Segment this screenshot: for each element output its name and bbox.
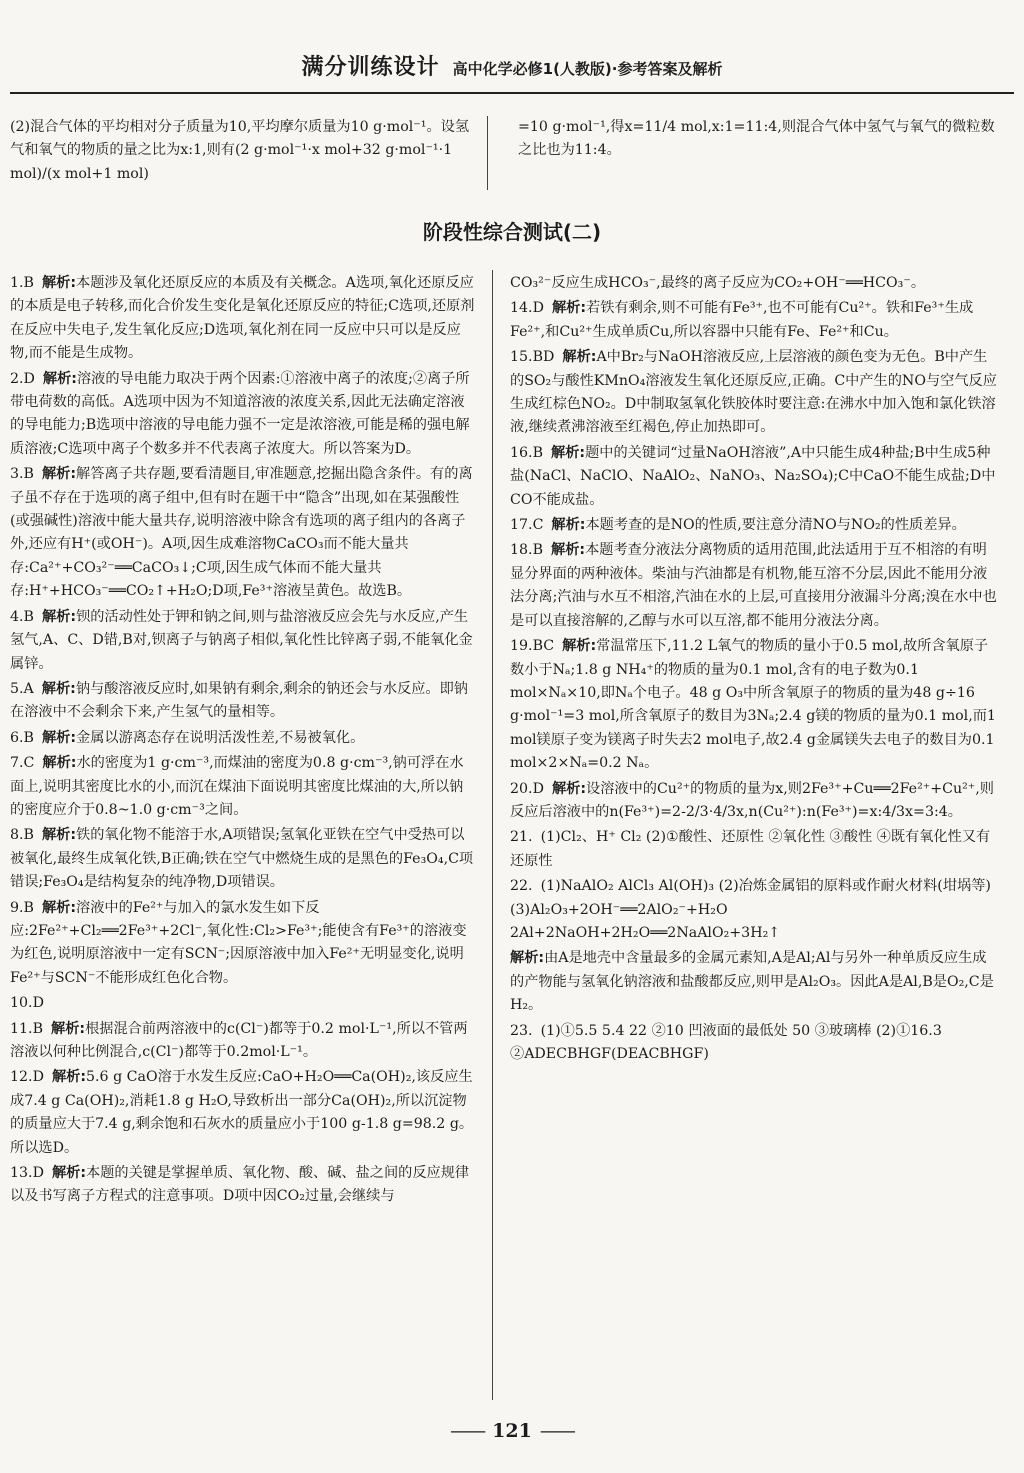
analysis-label: 解析: [41,608,77,625]
answer-number: 7.C [10,755,35,772]
answer-text: 本题考查分液法分离物质的适用范围,此法适用于互不相溶的有明显分界面的两种液体。柴油与汽油都是有机物,能互溶不分层,因此不能用分液法分离;汽油与水互不相溶,汽油在水的上层,可直接用分液漏斗分离;溴在水中也是可以直接溶解的,乙醇与水可以互溶,都不能用分液法分离。 [510,542,997,629]
answer-number: 9.B [10,899,34,916]
answer-item [10,727,475,750]
answer-item [10,897,475,991]
answer-item [510,514,1000,537]
answer-text: 由A是地壳中含量最多的金属元素知,A是Al;Al与另外一种单质反应生成的产物能与氢氧化钠溶液和盐酸都反应,则甲是Al₂O₃。因此A是Al,B是O₂,C是H₂。 [510,950,994,1014]
answer-number: 2.D [10,370,35,387]
top-right-column [518,116,1000,165]
page-number: 121 [492,1420,532,1442]
analysis-label: 解析: [51,1069,87,1086]
answer-number: 6.B [10,729,34,746]
answer-text: 水的密度为1 g·cm⁻³,而煤油的密度为0.8 g·cm⁻³,钠可浮在水面上,说明其密度比水的小,而沉在煤油下面说明其密度比煤油的大,所以钠的密度应介于0.8~1.0 g·cm⁻³之间。 [10,755,464,818]
answer-number: 15.BD [510,349,555,366]
answer-item [510,826,1000,873]
answer-text: 5.6 g CaO溶于水发生反应:CaO+H₂O══Ca(OH)₂,该反应生成7.4 g Ca(OH)₂,消耗1.8 g H₂O,导致析出一部分Ca(OH)₂,所以沉淀物的质量应大于7.4 g,剩余饱和石灰水的质量应小于100 g-1.8 g=98.2 g。所以选D。 [10,1069,474,1156]
analysis-label: 解析: [41,680,76,697]
analysis-label: 解析: [41,827,77,844]
answer-item [10,992,475,1015]
answer-number: 20.D [510,780,544,797]
section-title: 阶段性综合测试(二) [422,220,602,244]
answers-right-column [510,272,1000,1068]
book-brand: 满分训练设计 [301,55,440,80]
answer-text: 铁的氧化物不能溶于水,A项错误;氢氧化亚铁在空气中受热可以被氧化,最终生成氧化铁,B正确;铁在空气中燃烧生成的是黑色的Fe₃O₄,C项错误;Fe₃O₄是结构复杂的纯净物,D项错误。 [10,827,474,891]
analysis-label: 解析: [551,780,587,797]
page-footer: —— 121 —— [450,1420,574,1442]
page-header [0,50,1024,92]
answer-item [10,272,475,366]
answer-number: 13.D [10,1165,44,1182]
answer-item [510,346,1000,440]
answer-item [510,539,1000,633]
answer-item [10,824,475,894]
answer-number: 23. [510,1022,533,1039]
answer-text: 本题的关键是掌握单质、氧化物、酸、碱、盐之间的反应规律以及书写离子方程式的注意事项。D项中因CO₂过量,会继续与 [10,1165,470,1205]
answer-item [10,678,475,725]
answer-item [10,606,475,676]
analysis-label: 解析: [51,1165,87,1182]
answer-number: 12.D [10,1069,44,1086]
answer-text: 溶液中的Fe²⁺与加入的氯水发生如下反应:2Fe²⁺+Cl₂══2Fe³⁺+2Cl⁻,氧化性:Cl₂>Fe³⁺;能使含有Fe³⁺的溶液变为红色,说明原溶液中一定有SCN⁻;因原溶液中加入Fe²⁺无明显变化,说明Fe²⁺与SCN⁻不能形成红色化合物。 [10,899,467,986]
answer-item [10,1162,475,1209]
answer-text: 设溶液中的Cu²⁺的物质的量为x,则2Fe³⁺+Cu══2Fe²⁺+Cu²⁺,则反应后溶液中的n(Fe³⁺)=2-2/3·4/3x,n(Cu²⁺):n(Fe³⁺)=x:4/3x=3:4。 [510,780,994,820]
main-column-divider [492,270,493,1400]
answer-item [10,463,475,603]
answer-number: 21. [510,829,533,846]
top-left-column [10,116,472,188]
answer-number: 19.BC [510,638,555,655]
answer-item [510,875,1000,945]
answer-number: 8.B [10,827,34,844]
answer-text: (1)NaAlO₂ AlCl₃ Al(OH)₃ (2)冶炼金属铝的原料或作耐火材料(坩埚等) (3)Al₂O₃+2OH⁻══2AlO₂⁻+H₂O 2Al+2NaOH+2H₂O══2NaAlO₂+3H₂↑ [510,878,991,941]
answer-number: 22. [510,878,533,895]
answer-item [510,635,1000,775]
top-right-paragraph: =10 g·mol⁻¹,得x=11/4 mol,x:1=11:4,则混合气体中氢气与氧气的微粒数之比也为11:4。 [518,119,995,159]
answer-text: 金属以游离态存在说明活泼性差,不易被氧化。 [76,729,365,746]
answer-item [510,947,1000,1017]
answer-number: 4.B [10,608,34,625]
analysis-label: 解析: [42,755,77,772]
top-column-divider [487,116,488,190]
header-rule [10,92,1014,94]
answer-text: 本题涉及氧化还原反应的本质及有关概念。A选项,氧化还原反应的本质是电子转移,而化合价发生变化是氧化还原反应的特征;C选项,还原剂在反应中失电子,发生氧化反应;D选项,氧化剂在同一反应中只可以是反应物,而不能是生成物。 [10,275,475,362]
analysis-label: 解析: [41,275,77,291]
answer-item [510,442,1000,512]
answer-number: 16.B [510,444,543,461]
book-subtitle: 高中化学必修1(人教版)·参考答案及解析 [452,60,723,78]
answer-item [510,778,1000,825]
analysis-label: 解析: [510,950,545,967]
analysis-label: 解析: [551,300,587,317]
analysis-label: 解析: [551,542,586,559]
answer-number: 14.D [510,300,544,317]
answer-item [510,297,1000,344]
answer-text: A中Br₂与NaOH溶液反应,上层溶液的颜色变为无色。B中产生的SO₂与酸性KMnO₄溶液发生氧化还原反应,正确。C中产生的NO与空气反应生成红棕色NO₂。D中制取氢氧化铁胶体时要注意:在沸水中加入饱和氯化铁溶液,继续煮沸溶液至红褐色,停止加热即可。 [510,349,997,436]
answer-item [10,752,475,822]
answer-text: 钠与酸溶液反应时,如果钠有剩余,剩余的钠还会与水反应。即钠在溶液中不会剩余下来,产生氢气的量相等。 [10,680,468,721]
answer-number: 3.B [10,466,34,483]
answer-item [10,1066,475,1160]
answer-item [10,368,475,462]
answer-text: (1)①5.5 5.4 22 ②10 凹液面的最低处 50 ③玻璃棒 (2)①16.3 ②ADECBHGF(DEACBHGF) [510,1022,942,1062]
answer-number: 11.B [10,1020,43,1037]
analysis-label: 解析: [551,517,586,534]
answers-left-column [10,272,475,1211]
answer-text: 本题考查的是NO的性质,要注意分清NO与NO₂的性质差异。 [585,517,966,534]
analysis-label: 解析: [562,349,597,366]
answer-number: 18.B [510,542,543,559]
top-left-paragraph: (2)混合气体的平均相对分子质量为10,平均摩尔质量为10 g·mol⁻¹。设氢气和氧气的物质的量之比为x:1,则有(2 g·mol⁻¹·x mol+32 g·mol⁻¹·1 mol)/(x mol+1 mol) [10,119,470,182]
answer-text: (1)Cl₂、H⁺ Cl₂ (2)①酸性、还原性 ②氧化性 ③酸性 ④既有氧化性又有还原性 [510,829,991,869]
analysis-label: 解析: [42,370,77,387]
analysis-label: 解析: [41,729,77,746]
answer-text: 解答离子共存题,要看清题目,审准题意,挖掘出隐含条件。有的离子虽不存在于选项的离子组中,但有时在题干中“隐含”出现,如在某强酸性(或强碱性)溶液中能大量共存,说明溶液中除含有选项的离子组内的各离子外,还应有H⁺(或OH⁻)。A项,因生成难溶物CaCO₃而不能大量共存:Ca²⁺+CO₃²⁻══CaCO₃↓;C项,因生成气体而不能大量共存:H⁺+HCO₃⁻══CO₂↑+H₂O;D项,Fe³⁺溶液呈黄色。故选B。 [10,466,473,600]
answer-number: 17.C [510,517,544,534]
answer-text: 常温常压下,11.2 L氧气的物质的量小于0.5 mol,故所含氧原子数小于Nₐ;1.8 g NH₄⁺的物质的量为0.1 mol,含有的电子数为0.1 mol×Nₐ×10,即Nₐ个电子。48 g O₃中所含氧原子的物质的量为48 g÷16 g·mol⁻¹=3 mol,所含氧原子的数目为3Nₐ;2.4 g镁的物质的量为0.1 mol,而1 mol镁原子变为镁离子时失去2 mol电子,故2.4 g金属镁失去电子的数目为0.1 mol×2×Nₐ=0.2 Nₐ。 [510,638,996,772]
analysis-label: 解析: [41,466,77,483]
answer-text: 溶液的导电能力取决于两个因素:①溶液中离子的浓度;②离子所带电荷数的高低。A选项中因为不知道溶液的浓度关系,因此无法确定溶液的导电能力;B选项中溶液的导电能力强不一定是浓溶液,可能是稀的强电解质溶液;C选项中离子个数多并不代表离子浓度大。所以答案为D。 [10,370,470,457]
answer-text: 根据混合前两溶液中的c(Cl⁻)都等于0.2 mol·L⁻¹,所以不管两溶液以何种比例混合,c(Cl⁻)都等于0.2mol·L⁻¹。 [10,1020,468,1060]
answer-number: 10.D [10,995,44,1012]
answer-item [510,1020,1000,1067]
answer-item [510,272,1000,295]
answer-number: 5.A [10,680,34,697]
analysis-label: 解析: [562,638,597,655]
answer-item [10,1018,475,1065]
answer-text: 钡的活动性处于钾和钠之间,则与盐溶液反应会先与水反应,产生氢气,A、C、D错,B对,钡离子与钠离子相似,氧化性比锌离子弱,不能氧化金属锌。 [10,608,473,672]
analysis-label: 解析: [551,444,586,461]
answer-number: 1.B [10,275,34,291]
analysis-label: 解析: [51,1020,86,1037]
answer-text: 题中的关键词“过量NaOH溶液”,A中只能生成4种盐;B中生成5种盐(NaCl、NaClO、NaAlO₂、NaNO₃、Na₂SO₄);C中CaO不能生成盐;D中CO不能成盐。 [510,444,996,508]
answer-text: 若铁有剩余,则不可能有Fe³⁺,也不可能有Cu²⁺。铁和Fe³⁺生成Fe²⁺,和Cu²⁺生成单质Cu,所以容器中只能有Fe、Fe²⁺和Cu。 [510,300,974,340]
answer-text: CO₃²⁻反应生成HCO₃⁻,最终的离子反应为CO₂+OH⁻══HCO₃⁻。 [510,275,926,291]
analysis-label: 解析: [41,899,77,916]
